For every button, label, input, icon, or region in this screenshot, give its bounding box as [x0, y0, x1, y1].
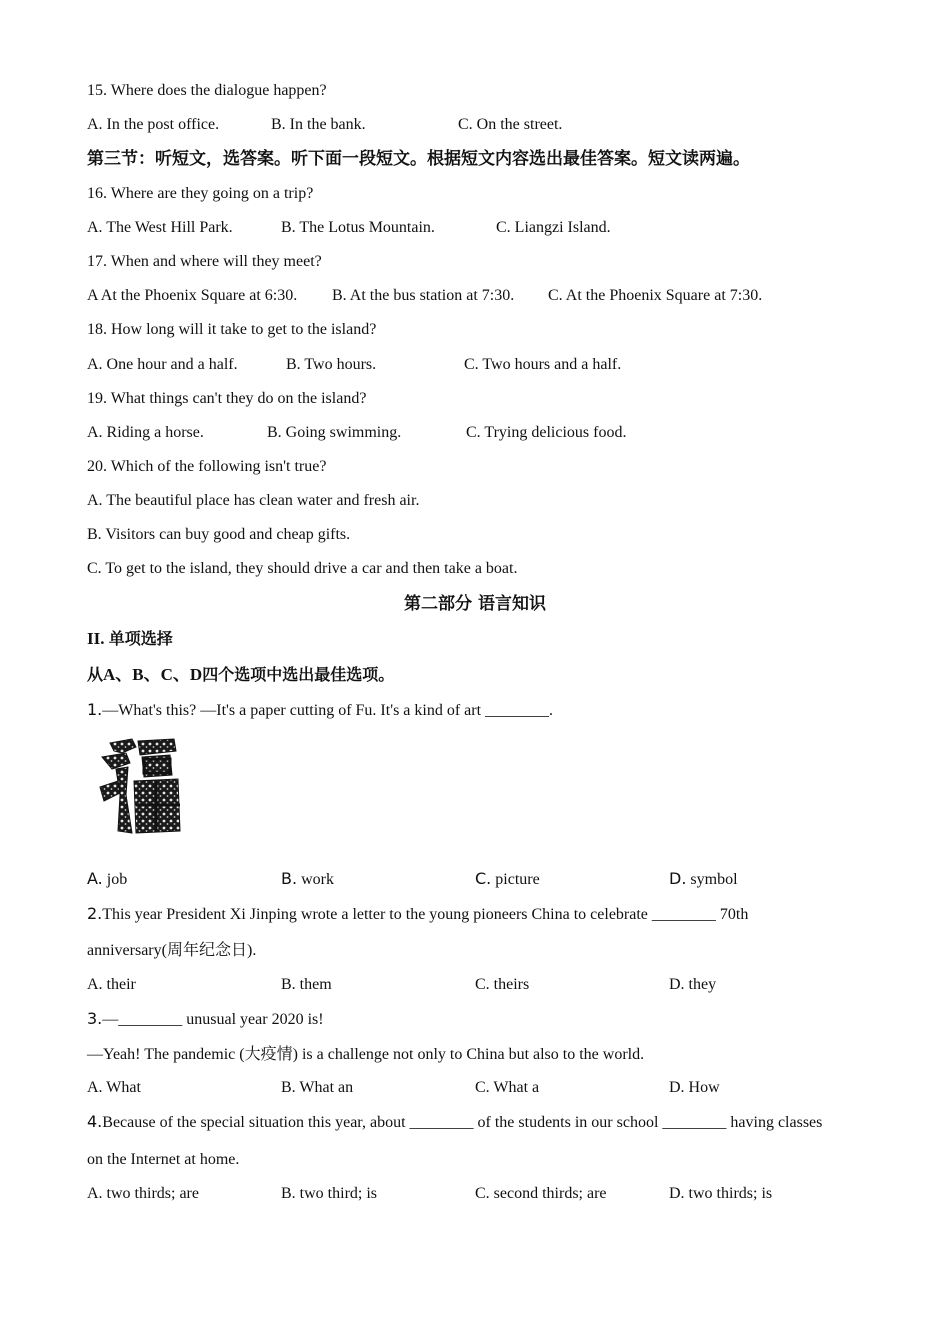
question-text: anniversary(	[87, 942, 167, 959]
mc-question-4	[87, 1112, 822, 1133]
option-a: A. In the post office.	[87, 116, 220, 133]
question-text: ).	[246, 942, 257, 959]
option-text: work	[301, 871, 334, 888]
option-d: D. two thirds; is	[669, 1185, 773, 1202]
fu-image-label: 福	[137, 795, 139, 796]
option-a: A. The West Hill Park.	[87, 219, 233, 236]
option-b: B. Two hours.	[286, 356, 377, 373]
option-b: B. Going swimming.	[267, 424, 402, 441]
option-letter: C.	[475, 869, 492, 888]
instruction-lead: 从	[87, 665, 104, 684]
instruction-tail: 四个选项中选出最佳选项。	[202, 665, 395, 684]
option-b: B. The Lotus Mountain.	[281, 219, 435, 236]
mc-question-4-continued: on the Internet at home.	[87, 1151, 240, 1168]
option-d	[669, 869, 738, 890]
question-16: 16. Where are they going on a trip?	[87, 185, 314, 202]
option-d: D. they	[669, 976, 717, 993]
question-text: This year President Xi Jinping wrote a letter to the young pioneers China to celebrate ________ 70th	[102, 906, 749, 923]
option-a: A. their	[87, 976, 136, 993]
option-b	[281, 869, 334, 890]
option-c: C. Liangzi Island.	[496, 219, 611, 236]
question-17: 17. When and where will they meet?	[87, 253, 322, 270]
option-c: C. To get to the island, they should drive a car and then take a boat.	[87, 560, 518, 577]
section-instruction	[87, 665, 394, 685]
question-18: 18. How long will it take to get to the island?	[87, 321, 377, 338]
option-a: A. Riding a horse.	[87, 424, 204, 441]
option-c: C. Trying delicious food.	[466, 424, 627, 441]
section-ii-title	[87, 629, 173, 649]
part-2-title: 第二部分 语言知识	[404, 594, 546, 614]
question-number: 4.	[87, 1112, 103, 1131]
option-c: C. Two hours and a half.	[464, 356, 622, 373]
option-b: B. Visitors can buy good and cheap gifts.	[87, 526, 351, 543]
question-number: 1.	[87, 700, 103, 719]
section-number: II.	[87, 629, 105, 648]
question-text: —________ unusual year 2020 is!	[102, 1011, 324, 1028]
section-3-header: 第三节：听短文，选答案。听下面一段短文。根据短文内容选出最佳答案。短文读两遍。	[87, 149, 750, 169]
option-text: job	[106, 871, 128, 888]
option-c: C. second thirds; are	[475, 1185, 607, 1202]
question-gloss: 大疫情	[244, 1044, 293, 1063]
question-number: 3.	[87, 1009, 103, 1028]
question-number: 2.	[87, 904, 103, 923]
question-text: —What's this? —It's a paper cutting of Fu. It's a kind of art ________.	[102, 702, 554, 719]
question-20: 20. Which of the following isn't true?	[87, 458, 327, 475]
option-text: picture	[495, 871, 540, 888]
option-a: A. One hour and a half.	[87, 356, 238, 373]
mc-question-3-continued	[87, 1044, 644, 1065]
option-a: A. What	[87, 1079, 141, 1096]
question-text: —Yeah! The pandemic (	[87, 1046, 245, 1063]
option-b: B. two third; is	[281, 1185, 378, 1202]
option-a	[87, 869, 127, 890]
question-19: 19. What things can't they do on the island?	[87, 390, 367, 407]
option-letter: A.	[87, 869, 103, 888]
question-text: ) is a challenge not only to China but also to the world.	[292, 1046, 645, 1063]
option-letter: B.	[281, 869, 298, 888]
option-text: symbol	[690, 871, 738, 888]
mc-question-2	[87, 904, 748, 925]
option-letter: D.	[669, 869, 687, 888]
question-15: 15. Where does the dialogue happen?	[87, 82, 327, 99]
option-b: B. In the bank.	[271, 116, 366, 133]
option-c	[475, 869, 540, 890]
mc-question-2-continued	[87, 940, 256, 961]
mc-question-3	[87, 1009, 324, 1030]
option-b: B. them	[281, 976, 332, 993]
section-label: 单项选择	[108, 629, 173, 648]
option-b: B. At the bus station at 7:30.	[332, 287, 515, 304]
fu-paper-cutting-image	[92, 735, 184, 839]
question-text: Because of the special situation this year, about ________ of the students in our school ________ having classes	[102, 1114, 823, 1131]
option-d: D. How	[669, 1079, 720, 1096]
option-c: C. What a	[475, 1079, 540, 1096]
mc-question-1	[87, 700, 553, 721]
option-c: C. theirs	[475, 976, 530, 993]
option-b: B. What an	[281, 1079, 354, 1096]
option-a: A. two thirds; are	[87, 1185, 199, 1202]
option-a: A. The beautiful place has clean water and fresh air.	[87, 492, 420, 509]
option-c: C. At the Phoenix Square at 7:30.	[548, 287, 763, 304]
option-c: C. On the street.	[458, 116, 563, 133]
option-a: A At the Phoenix Square at 6:30.	[87, 287, 298, 304]
instruction-letters: A、B、C、D	[103, 665, 203, 684]
question-gloss: 周年纪念日	[166, 940, 247, 959]
